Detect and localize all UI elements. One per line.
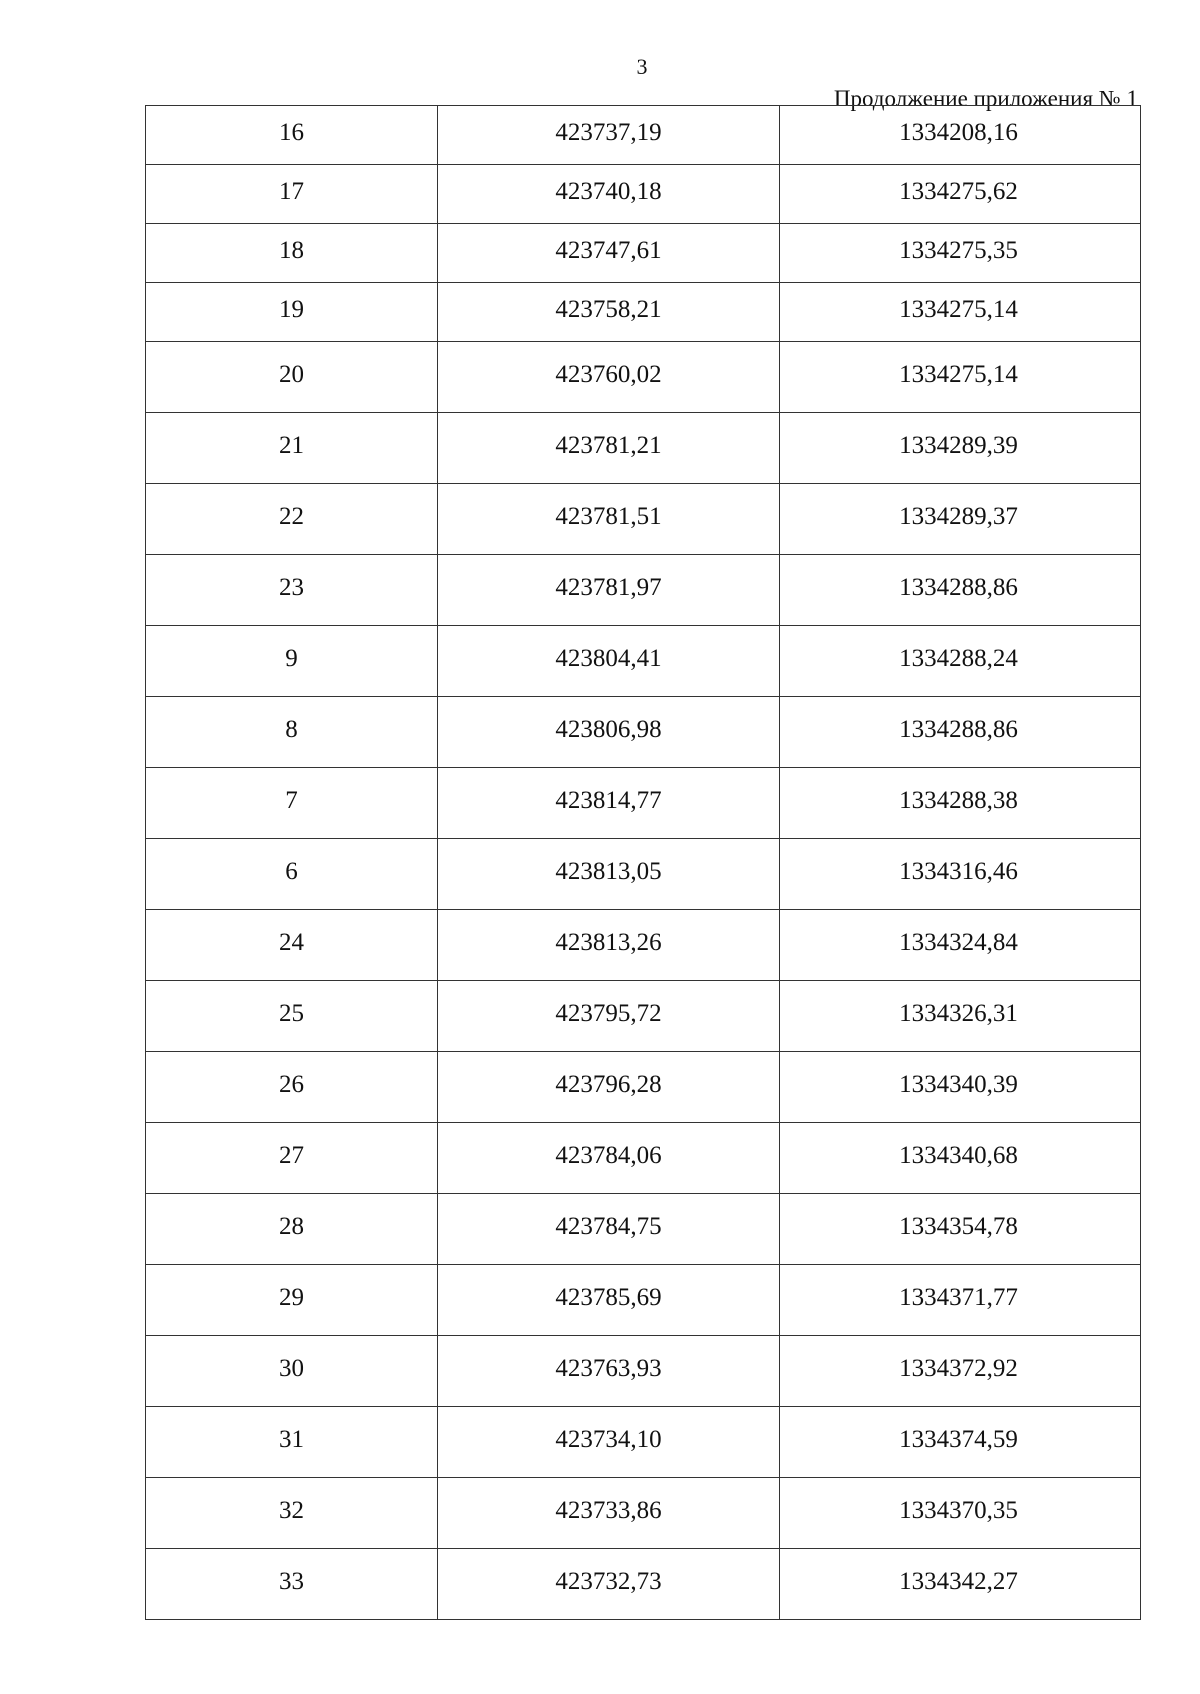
point-number-cell: 33 — [146, 1549, 438, 1619]
x-coordinate-cell: 423784,75 — [438, 1194, 780, 1264]
x-coordinate-cell: 423740,18 — [438, 165, 780, 223]
table-row — [146, 768, 1140, 839]
table-row — [146, 555, 1140, 626]
table-row — [146, 839, 1140, 910]
y-coordinate-cell: 1334208,16 — [899, 119, 1018, 146]
point-number-cell: 18 — [146, 224, 438, 282]
point-number-cell: 31 — [146, 1407, 438, 1477]
table-row — [146, 1052, 1140, 1123]
x-coordinate-cell: 423781,97 — [438, 555, 780, 625]
point-number-cell: 26 — [146, 1052, 438, 1122]
coordinates-table — [145, 105, 1141, 1620]
table-row — [146, 484, 1140, 555]
x-coordinate-cell: 423806,98 — [438, 697, 780, 767]
y-coordinate-cell: 1334371,77 — [899, 1284, 1018, 1311]
y-coordinate-cell: 1334288,86 — [899, 574, 1018, 601]
x-coordinate-cell: 423747,61 — [438, 224, 780, 282]
point-number-cell: 27 — [146, 1123, 438, 1193]
y-coordinate-cell: 1334324,84 — [899, 929, 1018, 956]
table-row — [146, 283, 1140, 342]
point-number-cell: 16 — [146, 106, 438, 164]
point-number-cell: 30 — [146, 1336, 438, 1406]
x-coordinate-cell: 423785,69 — [438, 1265, 780, 1335]
x-coordinate-cell: 423734,10 — [438, 1407, 780, 1477]
y-coordinate-cell: 1334288,86 — [899, 716, 1018, 743]
table-row — [146, 1265, 1140, 1336]
point-number-cell: 19 — [146, 283, 438, 341]
x-coordinate-cell: 423796,28 — [438, 1052, 780, 1122]
x-coordinate-cell: 423733,86 — [438, 1478, 780, 1548]
table-row — [146, 413, 1140, 484]
y-coordinate-cell: 1334289,37 — [899, 503, 1018, 530]
x-coordinate-cell: 423763,93 — [438, 1336, 780, 1406]
table-row — [146, 224, 1140, 283]
point-number-cell: 6 — [146, 839, 438, 909]
table-row — [146, 165, 1140, 224]
x-coordinate-cell: 423760,02 — [438, 342, 780, 412]
point-number-cell: 20 — [146, 342, 438, 412]
x-coordinate-cell: 423813,05 — [438, 839, 780, 909]
x-coordinate-cell: 423813,26 — [438, 910, 780, 980]
point-number-cell: 29 — [146, 1265, 438, 1335]
table-row — [146, 106, 1140, 165]
y-coordinate-cell: 1334288,24 — [899, 645, 1018, 672]
y-coordinate-cell: 1334288,38 — [899, 787, 1018, 814]
point-number-cell: 32 — [146, 1478, 438, 1548]
table-row — [146, 1478, 1140, 1549]
x-coordinate-cell: 423781,21 — [438, 413, 780, 483]
y-coordinate-cell: 1334275,14 — [899, 361, 1018, 388]
table-row — [146, 626, 1140, 697]
point-number-cell: 22 — [146, 484, 438, 554]
page-number: 3 — [636, 54, 648, 79]
table-row — [146, 1549, 1140, 1620]
table-row — [146, 1123, 1140, 1194]
table-row — [146, 910, 1140, 981]
point-number-cell: 8 — [146, 697, 438, 767]
table-row — [146, 342, 1140, 413]
x-coordinate-cell: 423737,19 — [438, 106, 780, 164]
y-coordinate-cell: 1334340,39 — [899, 1071, 1018, 1098]
y-coordinate-cell: 1334340,68 — [899, 1142, 1018, 1169]
continuation-label: Продолжение приложения № 1 — [833, 86, 1138, 111]
x-coordinate-cell: 423795,72 — [438, 981, 780, 1051]
point-number-cell: 9 — [146, 626, 438, 696]
table-row — [146, 697, 1140, 768]
point-number-cell: 23 — [146, 555, 438, 625]
table-row — [146, 981, 1140, 1052]
table-row — [146, 1407, 1140, 1478]
x-coordinate-cell: 423814,77 — [438, 768, 780, 838]
y-coordinate-cell: 1334370,35 — [899, 1497, 1018, 1524]
y-coordinate-cell: 1334372,92 — [899, 1355, 1018, 1382]
point-number-cell: 17 — [146, 165, 438, 223]
y-coordinate-cell: 1334326,31 — [899, 1000, 1018, 1027]
point-number-cell: 25 — [146, 981, 438, 1051]
point-number-cell: 7 — [146, 768, 438, 838]
y-coordinate-cell: 1334374,59 — [899, 1426, 1018, 1453]
y-coordinate-cell: 1334275,62 — [899, 178, 1018, 205]
y-coordinate-cell: 1334275,35 — [899, 237, 1018, 264]
x-coordinate-cell: 423784,06 — [438, 1123, 780, 1193]
point-number-cell: 28 — [146, 1194, 438, 1264]
point-number-cell: 24 — [146, 910, 438, 980]
y-coordinate-cell: 1334316,46 — [899, 858, 1018, 885]
point-number-cell: 21 — [146, 413, 438, 483]
x-coordinate-cell: 423732,73 — [438, 1549, 780, 1619]
y-coordinate-cell: 1334289,39 — [899, 432, 1018, 459]
y-coordinate-cell: 1334354,78 — [899, 1213, 1018, 1240]
table-row — [146, 1194, 1140, 1265]
y-coordinate-cell: 1334342,27 — [899, 1568, 1018, 1595]
x-coordinate-cell: 423781,51 — [438, 484, 780, 554]
x-coordinate-cell: 423804,41 — [438, 626, 780, 696]
table-row — [146, 1336, 1140, 1407]
x-coordinate-cell: 423758,21 — [438, 283, 780, 341]
y-coordinate-cell: 1334275,14 — [899, 296, 1018, 323]
